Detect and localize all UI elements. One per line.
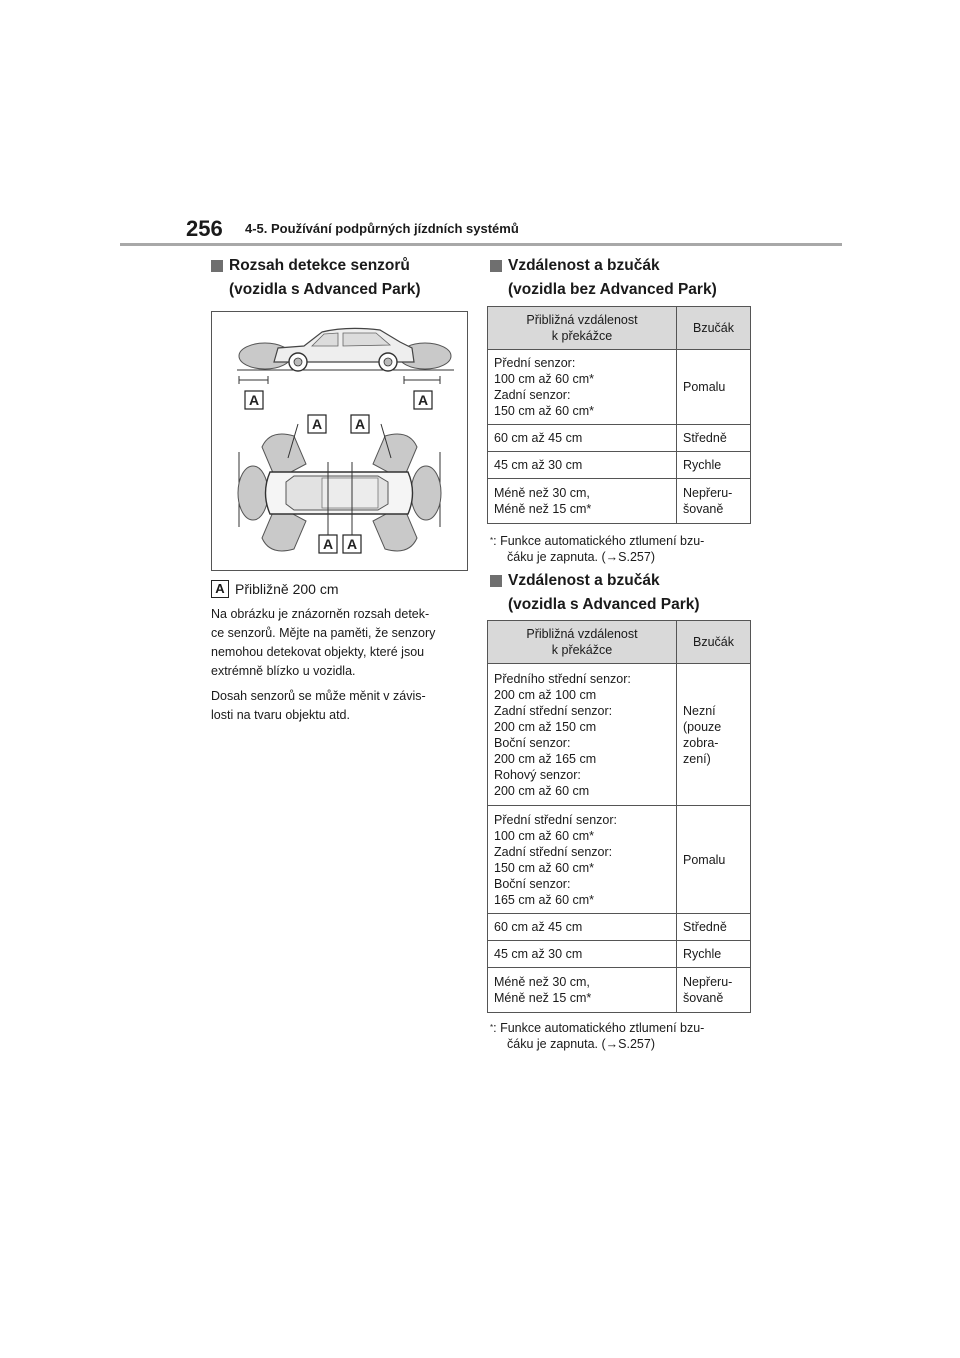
table-row: 60 cm až 45 cm Středně <box>488 914 751 941</box>
page-number: 256 <box>186 216 223 241</box>
table-row: Přední senzor: 100 cm až 60 cm* Zadní senzor: 150 cm až 60 cm* Pomalu <box>488 350 751 425</box>
car-side-view <box>237 328 454 384</box>
square-bullet-icon <box>211 260 223 272</box>
footnote-table1: *: Funkce automatického ztlumení bzu- čáku je zapnuta. (→S.257) <box>490 534 705 564</box>
buzzer-table-without-ap <box>487 306 751 524</box>
paragraph-range-note: Dosah senzorů se může měnit v závis- losti na tvaru objektu atd. <box>211 689 426 722</box>
footnote-table2: *: Funkce automatického ztlumení bzu- čáku je zapnuta. (→S.257) <box>490 1021 705 1051</box>
table-row: 60 cm až 45 cm Středně <box>488 425 751 452</box>
table-row: Předního střední senzor: 200 cm až 100 cm Zadní střední senzor: 200 cm až 150 cm Boční senzor: 200 cm až 165 cm Rohový senzor: 200 cm až 60 cm Nezní (pouze zobra- zení) <box>488 664 751 806</box>
label-a-6: A <box>346 536 358 552</box>
car-top-view <box>238 424 441 551</box>
label-a-5: A <box>322 536 334 552</box>
table-header-buzzer: Bzučák <box>677 307 751 350</box>
label-a-3: A <box>311 416 323 432</box>
section-title: 4-5. Používání podpůrných jízdních systémů <box>245 221 519 236</box>
header-rule <box>120 243 842 246</box>
paragraph-sensor-note: Na obrázku je znázorněn rozsah detek- ce senzorů. Mějte na paměti, že senzory nemohou detekovat objekty, které jsou extrémně blízko u vozidla. <box>211 607 436 678</box>
table-header-distance: Přibližná vzdálenost k překážce <box>488 307 677 350</box>
buzzer-table-with-ap <box>487 620 751 1013</box>
sensor-range-figure <box>211 311 468 571</box>
sensor-range-diagram <box>212 312 467 570</box>
table-row: 45 cm až 30 cm Rychle <box>488 452 751 479</box>
square-bullet-icon <box>490 260 502 272</box>
figure-legend <box>211 580 339 598</box>
table-header-buzzer: Bzučák <box>677 621 751 664</box>
label-a-1: A <box>248 392 260 408</box>
legend-badge: A <box>211 580 229 598</box>
label-a-2: A <box>417 392 429 408</box>
table-header-distance: Přibližná vzdálenost k překážce <box>488 621 677 664</box>
table-row: 45 cm až 30 cm Rychle <box>488 941 751 968</box>
table-row: Přední střední senzor: 100 cm až 60 cm* Zadní střední senzor: 150 cm až 60 cm* Boční senzor: 165 cm až 60 cm* Pomalu <box>488 806 751 914</box>
square-bullet-icon <box>490 575 502 587</box>
table-row: Méně než 30 cm, Méně než 15 cm* Nepřeru- šovaně <box>488 479 751 524</box>
label-a-4: A <box>354 416 366 432</box>
legend-text: Přibližně 200 cm <box>235 581 339 597</box>
table-row: Méně než 30 cm, Méně než 15 cm* Nepřeru- šovaně <box>488 968 751 1013</box>
